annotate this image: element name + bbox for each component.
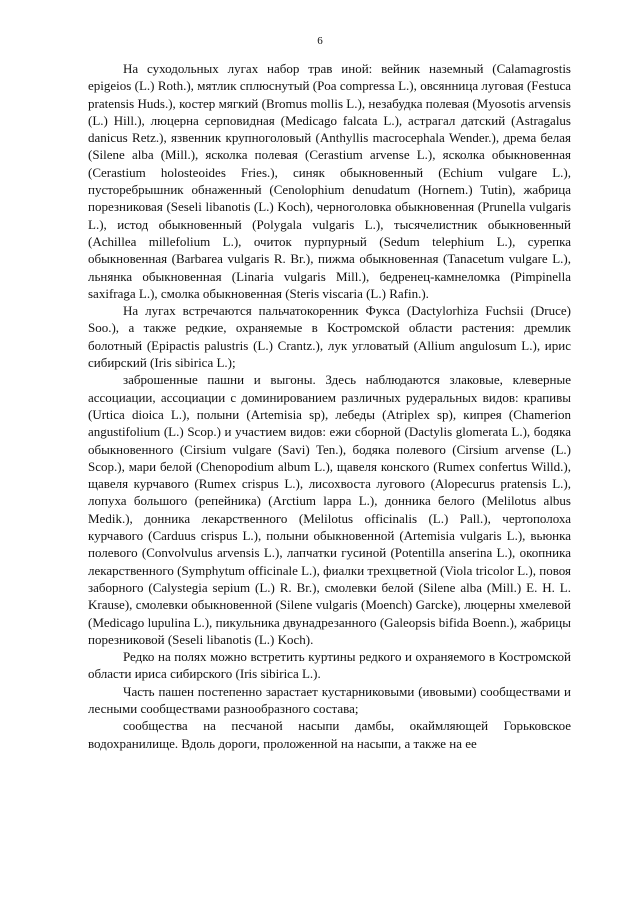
paragraph-rare-species: На лугах встречаются пальчатокоренник Фукса (Dactylorhiza Fuchsii (Druce) Soo.), а также редкие, охраняемые в Костромской области растения: дремлик болотный (Epipactis palustris (L.) Crantz.), лук угловатый (Allium angulosum L.), ирис сибирский (Iris sibirica L.); — [88, 303, 571, 371]
paragraph-dam-embankment: сообщества на песчаной насыпи дамбы, окаймляющей Горьковское водохранилище. Вдоль дороги, проложенной на насыпи, а также на ее — [88, 718, 571, 751]
paragraph-dry-meadows: На суходольных лугах набор трав иной: вейник наземный (Calamagrostis epigeios (L.) Roth.), мятлик сплюснутый (Poa compressa L.), овсянница луговая (Festuca pratensis Huds.), костер мягкий (Bromus mollis L.), незабудка полевая (Myosotis arvensis (L.) Hill.), люцерна серповидная (Medicago falcata L.), астрагал датский (Astragalus danicus Retz.), язвенник крупноголовый (Anthyllis macrocephala Wender.), дрема белая (Silene alba (Mill.), ясколка полевая (Cerastium arvense L.), ясколка обыкновенная (Cerastium holosteoides Fries.), синяк обыкновенный (Echium vulgare L.), пусторебрышник обнаженный (Cenolophium denudatum (Hornem.) Tutin), жабрица порезниковая (Seseli libanotis (L.) Koch), черноголовка обыкновенная (Prunella vulgaris L.), истод обыкновенный (Polygala vulgaris L.), тысячелистник обыкновенный (Achillea millefolium L.), очиток пурпурный (Sedum telephium L.), сурепка обыкновенная (Barbarea vulgaris R. Br.), пижма обыкновенная (Tanacetum vulgare L.), льнянка обыкновенная (Linaria vulgaris Mill.), бедренец-камнеломка (Pimpinella saxifraga L.), смолка обыкновенная (Steris viscaria (L.) Rafin.). — [88, 61, 571, 301]
page-number: 6 — [317, 35, 323, 47]
paragraph-iris-sibirica: Редко на полях можно встретить куртины редкого и охраняемого в Костромской области ириса сибирского (Iris sibirica L.). — [88, 649, 571, 682]
paragraph-abandoned-fields: заброшенные пашни и выгоны. Здесь наблюдаются злаковые, клеверные ассоциации, ассоциации с доминированием различных рудеральных видов: крапивы (Urtica dioica L.), полыни (Artemisia sp), лебеды (Atriplex sp), кипрея (Chamerion angustifolium (L.) Scop.) и участием видов: ежи сборной (Dactylis glomerata L.), бодяка обыкновенного (Cirsium vulgare (Savi) Ten.), бодяка полевого (Cirsium arvense (L.) Scop.), мари белой (Chenopodium album L.), щавеля конского (Rumex confertus Willd.), щавеля курчавого (Rumex crispus L.), лисохвоста лугового (Alopecurus pratensis L.), лопуха большого (репейника) (Arctium lappa L.), донника белого (Melilotus albus Medik.), донника лекарственного (Melilotus officinalis (L.) Pall.), чертополоха курчавого (Carduus crispus L.), полыни обыкновенной (Artemisia vulgaris L.), вьюнка полевого (Convolvulus arvensis L.), лапчатки гусиной (Potentilla anserina L.), окопника лекарственного (Symphytum officinale L.), фиалки трехцветной (Viola tricolor L.), повоя заборного (Calystegia sepium (L.) R. Br.), смолевки белой (Silene alba (Mill.) E. H. L. Krause), смолевки обыкновенной (Silene vulgaris (Moench) Garcke), люцерны хмелевой (Medicago lupulina L.), пикульника двунадрезанного (Galeopsis bifida Boenn.), жабрицы порезниковой (Seseli libanotis (L.) Koch). — [88, 372, 571, 647]
document-body — [88, 60, 571, 752]
paragraph-shrub-communities: Часть пашен постепенно зарастает кустарниковыми (ивовыми) сообществами и лесными сообществами разнообразного состава; — [88, 683, 571, 716]
